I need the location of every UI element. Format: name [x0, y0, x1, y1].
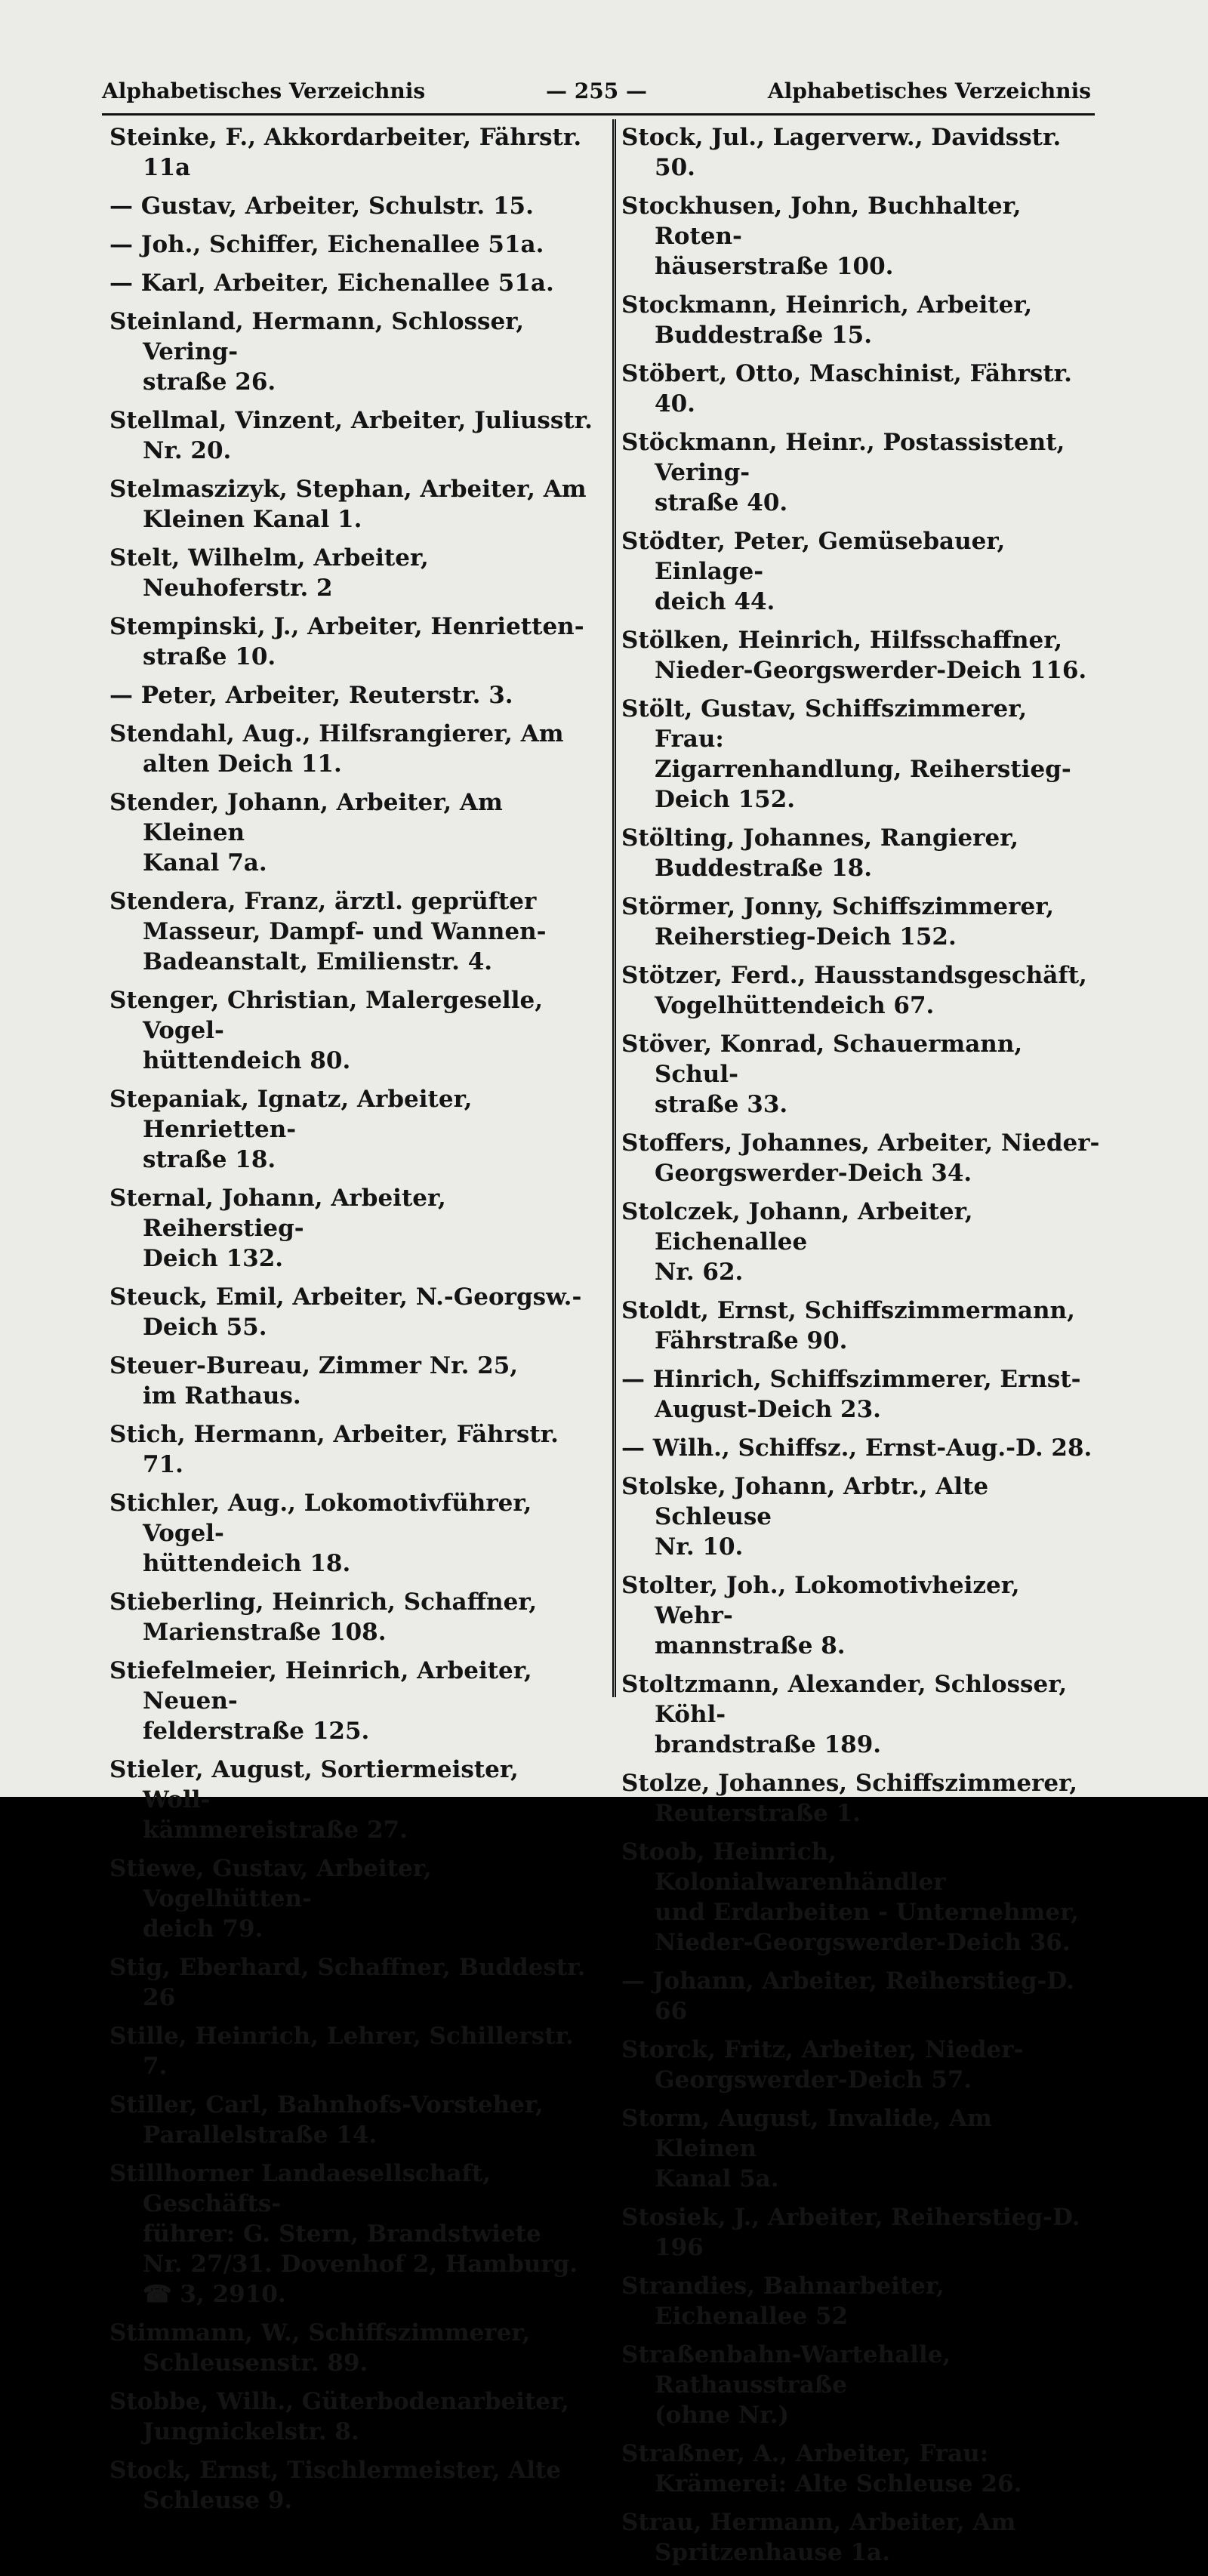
directory-entry: Stendahl, Aug., Hilfsrangierer, Am alten Deich 11.: [109, 720, 564, 778]
directory-entry: Stoffers, Johannes, Arbeiter, Nieder- Georgswerder-Deich 34.: [621, 1129, 1100, 1187]
directory-entry: Stolske, Johann, Arbtr., Alte Schleuse Nr. 10.: [621, 1473, 989, 1561]
directory-entry: Stock, Jul., Lagerverw., Davidsstr. 50.: [621, 124, 1062, 181]
directory-entry: — Wilh., Schiffsz., Ernst-Aug.-D. 28.: [621, 1434, 1092, 1462]
directory-entry: Stieberling, Heinrich, Schaffner, Marienstraße 108.: [109, 1588, 538, 1646]
directory-entry: Stiller, Carl, Bahnhofs-Vorsteher, Parallelstraße 14.: [109, 2091, 544, 2149]
directory-entry: Steuer-Bureau, Zimmer Nr. 25, im Rathaus.: [109, 1352, 519, 1410]
page-header: [102, 79, 1091, 115]
header-rule: [102, 113, 1095, 116]
running-title-left: Alphabetisches Verzeichnis: [102, 79, 426, 103]
directory-entry: Stolczek, Johann, Arbeiter, Eichenallee Nr. 62.: [621, 1198, 973, 1286]
directory-entry: — Karl, Arbeiter, Eichenallee 51a.: [109, 270, 554, 297]
directory-entry: Störmer, Jonny, Schiffszimmerer, Reiherstieg-Deich 152.: [621, 893, 1055, 951]
page-number: — 255 —: [546, 79, 647, 103]
directory-entry: Stillhorner Landaesellschaft, Geschäfts- führer: G. Stern, Brandstwiete Nr. 27/31. Dovenhof 2, Hamburg. ☎ 3, 2910.: [109, 2160, 578, 2308]
directory-entry: Stölting, Johannes, Rangierer, Buddestraße 18.: [621, 824, 1019, 882]
directory-entry: Stille, Heinrich, Lehrer, Schillerstr. 7.: [109, 2023, 574, 2080]
directory-entry: Stich, Hermann, Arbeiter, Fährstr. 71.: [109, 1421, 559, 1478]
column-divider: [612, 119, 616, 1697]
directory-entry: Stödter, Peter, Gemüsebauer, Einlage- deich 44.: [621, 528, 1006, 615]
directory-entry: Stoltzmann, Alexander, Schlosser, Köhl- brandstraße 189.: [621, 1671, 1068, 1758]
directory-entry: Stichler, Aug., Lokomotivführer, Vogel- hüttendeich 18.: [109, 1490, 532, 1577]
directory-entry: Steuck, Emil, Arbeiter, N.-Georgsw.- Deich 55.: [109, 1283, 582, 1341]
directory-entry: — Gustav, Arbeiter, Schulstr. 15.: [109, 193, 534, 220]
directory-entry: — Joh., Schiffer, Eichenallee 51a.: [109, 231, 544, 258]
directory-entry: Stenger, Christian, Malergeselle, Vogel- hüttendeich 80.: [109, 987, 543, 1074]
directory-entry: Stieler, August, Sortiermeister, Woll- kämmereistraße 27.: [109, 1756, 519, 1844]
directory-entry: — Johann, Arbeiter, Reiherstieg-D. 66: [621, 1967, 1074, 2025]
directory-entry: Strau, Hermann, Arbeiter, Am Spritzenhause 1a.: [621, 2509, 1016, 2566]
directory-entry: Stendera, Franz, ärztl. geprüfter Masseur, Dampf- und Wannen- Badeanstalt, Emilienstr. 4.: [109, 888, 547, 975]
directory-entry: — Peter, Arbeiter, Reuterstr. 3.: [109, 682, 513, 709]
directory-entry: Stosiek, J., Arbeiter, Reiherstieg-D. 196: [621, 2204, 1080, 2261]
running-title-right: Alphabetisches Verzeichnis: [767, 79, 1091, 103]
directory-entry: Stelt, Wilhelm, Arbeiter, Neuhoferstr. 2: [109, 544, 429, 602]
directory-entry: Stöckmann, Heinr., Postassistent, Vering- straße 40.: [621, 429, 1065, 516]
directory-entry: Stolter, Joh., Lokomotivheizer, Wehr- mannstraße 8.: [621, 1572, 1020, 1659]
directory-entry: Stockmann, Heinrich, Arbeiter, Buddestraße 15.: [621, 291, 1033, 349]
directory-entry: Stiefelmeier, Heinrich, Arbeiter, Neuen- felderstraße 125.: [109, 1657, 532, 1745]
directory-entry: Storck, Fritz, Arbeiter, Nieder- Georgswerder-Deich 57.: [621, 2036, 1024, 2094]
directory-entry: Stiewe, Gustav, Arbeiter, Vogelhütten- deich 79.: [109, 1855, 432, 1943]
directory-entry: Stölt, Gustav, Schiffszimmerer, Frau: Zigarrenhandlung, Reiherstieg- Deich 152.: [621, 695, 1071, 813]
directory-entry: Stellmal, Vinzent, Arbeiter, Juliusstr. Nr. 20.: [109, 407, 593, 464]
directory-entry: Stoldt, Ernst, Schiffszimmermann, Fährstraße 90.: [621, 1297, 1075, 1354]
directory-entry: Stötzer, Ferd., Hausstandsgeschäft, Vogelhüttendeich 67.: [621, 962, 1087, 1019]
directory-entry: Stimmann, W., Schiffszimmerer, Schleusenstr. 89.: [109, 2319, 531, 2377]
directory-entry: Stig, Eberhard, Schaffner, Buddestr. 26: [109, 1954, 586, 2011]
directory-entry: Stock, Ernst, Tischlermeister, Alte Schleuse 9.: [109, 2457, 562, 2514]
left-column: [109, 122, 593, 2524]
directory-entry: Steinland, Hermann, Schlosser, Vering- straße 26.: [109, 308, 525, 396]
directory-entry: Stöver, Konrad, Schauermann, Schul- straße 33.: [621, 1031, 1023, 1118]
directory-entry: Stoob, Heinrich, Kolonialwarenhändler und Erdarbeiten - Unternehmer, Nieder-Georgswerder-Deich 36.: [621, 1838, 1079, 1956]
directory-entry: Stobbe, Wilh., Güterbodenarbeiter, Jungnickelstr. 8.: [109, 2388, 569, 2445]
directory-entry: Stelmaszizyk, Stephan, Arbeiter, Am Kleinen Kanal 1.: [109, 476, 587, 533]
directory-entry: Steinke, F., Akkordarbeiter, Fährstr. 11a: [109, 124, 582, 181]
directory-entry: Stolze, Johannes, Schiffszimmerer, Reuterstraße 1.: [621, 1770, 1077, 1827]
directory-entry: Stockhusen, John, Buchhalter, Roten- häuserstraße 100.: [621, 193, 1022, 280]
directory-entry: Storm, August, Invalide, Am Kleinen Kanal 5a.: [621, 2105, 992, 2192]
directory-entry: Straßner, A., Arbeiter, Frau: Krämerei: Alte Schleuse 26.: [621, 2440, 1022, 2497]
right-column: [621, 122, 1101, 2576]
directory-entry: — Hinrich, Schiffszimmerer, Ernst- August-Deich 23.: [621, 1366, 1081, 1423]
directory-entry: Stempinski, J., Arbeiter, Henrietten- straße 10.: [109, 613, 584, 670]
directory-entry: Stöbert, Otto, Maschinist, Fährstr. 40.: [621, 360, 1072, 418]
directory-entry: Stender, Johann, Arbeiter, Am Kleinen Kanal 7a.: [109, 789, 503, 877]
directory-entry: Sternal, Johann, Arbeiter, Reiherstieg- Deich 132.: [109, 1185, 446, 1272]
directory-entry: Strandies, Bahnarbeiter, Eichenallee 52: [621, 2272, 945, 2330]
directory-entry: Stepaniak, Ignatz, Arbeiter, Henrietten- straße 18.: [109, 1086, 473, 1173]
directory-entry: Straßenbahn-Wartehalle, Rathausstraße (ohne Nr.): [621, 2341, 951, 2429]
directory-entry: Stölken, Heinrich, Hilfsschaffner, Nieder-Georgswerder-Deich 116.: [621, 627, 1087, 684]
